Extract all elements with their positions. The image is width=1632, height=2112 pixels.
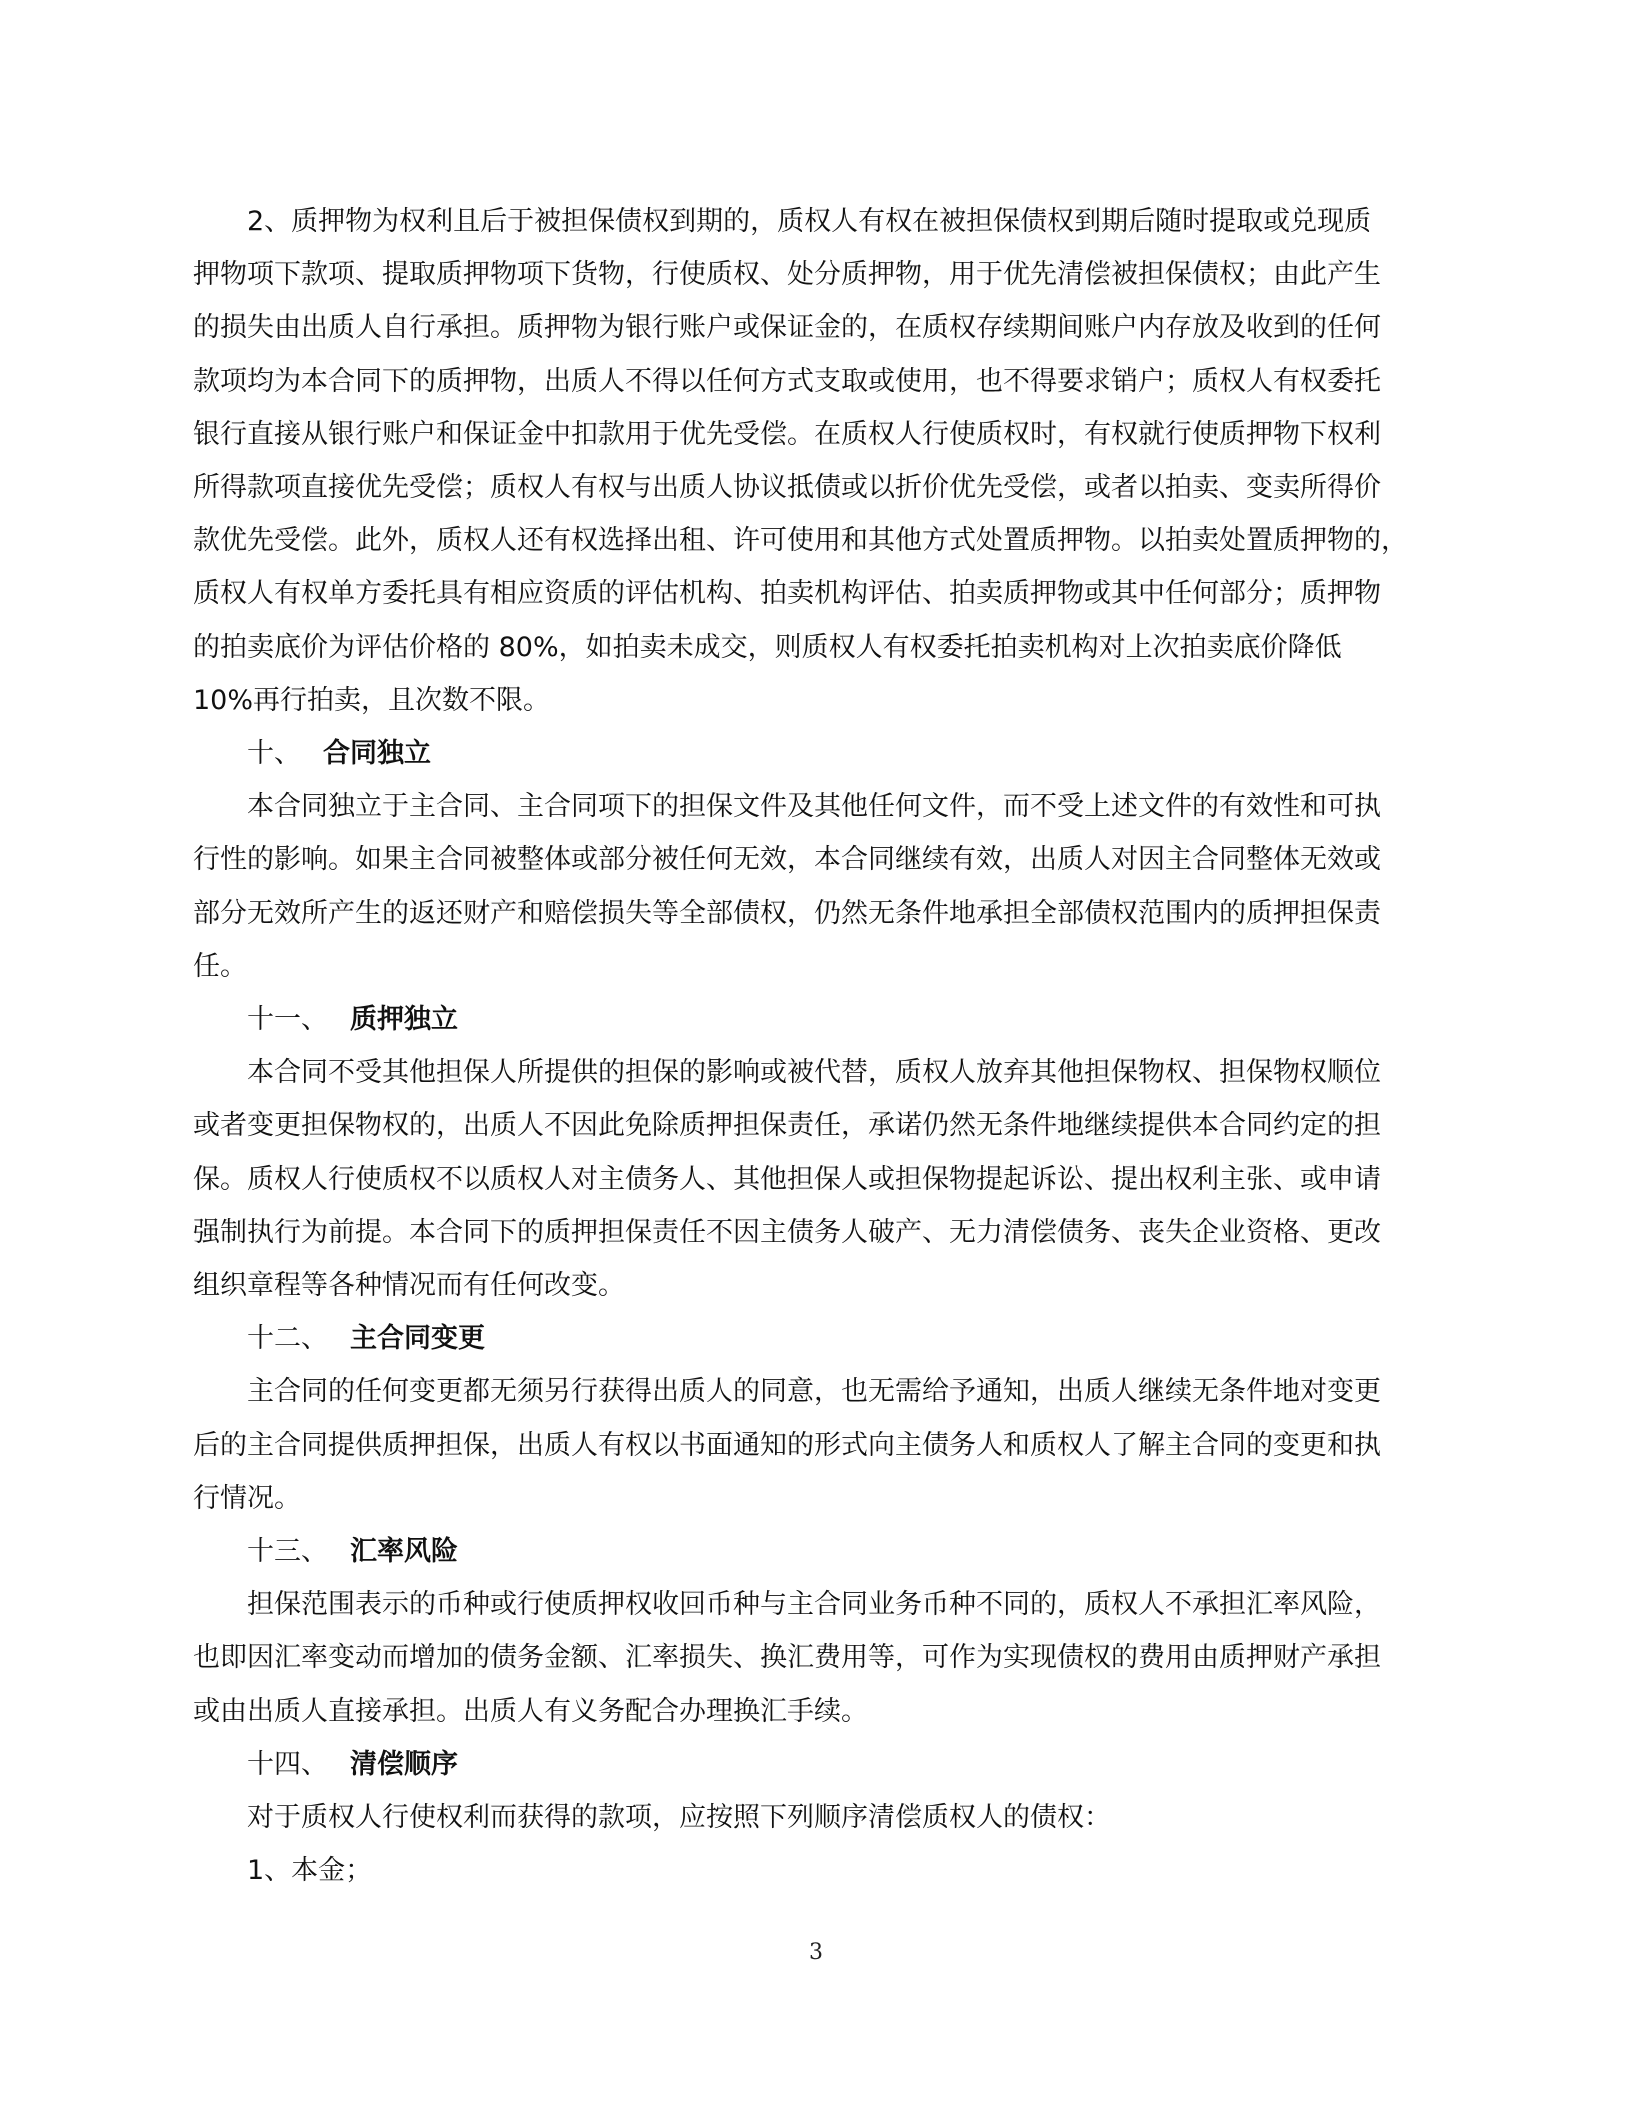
text-line: 部分无效所产生的返还财产和赔偿损失等全部债权，仍然无条件地承担全部债权范围内的质押担保责 bbox=[193, 897, 1381, 929]
paragraph-section10 bbox=[193, 780, 1435, 993]
section-heading-12 bbox=[193, 1312, 1435, 1365]
paragraph-section11 bbox=[193, 1046, 1435, 1312]
text-line: 质权人有权单方委托具有相应资质的评估机构、拍卖机构评估、拍卖质押物或其中任何部分；质押物 bbox=[193, 578, 1381, 610]
text-line: 押物项下款项、提取质押物项下货物，行使质权、处分质押物，用于优先清偿被担保债权；由此产生 bbox=[193, 259, 1381, 291]
section-heading-14 bbox=[193, 1738, 1435, 1791]
text-line: 或者变更担保物权的，出质人不因此免除质押担保责任，承诺仍然无条件地继续提供本合同约定的担 bbox=[193, 1110, 1381, 1142]
text-line: 银行直接从银行账户和保证金中扣款用于优先受偿。在质权人行使质权时，有权就行使质押物下权利 bbox=[193, 418, 1381, 450]
page-number: 3 bbox=[809, 1940, 823, 1965]
text-line: 任。 bbox=[193, 950, 247, 982]
section-heading-10 bbox=[193, 727, 1435, 780]
text-line: 本合同不受其他担保人所提供的担保的影响或被代替，质权人放弃其他担保物权、担保物权顺位 bbox=[247, 1057, 1381, 1089]
text-line: 的拍卖底价为评估价格的 80%，如拍卖未成交，则质权人有权委托拍卖机构对上次拍卖底价降低 bbox=[193, 631, 1342, 663]
text-line: 款优先受偿。此外，质权人还有权选择出租、许可使用和其他方式处置质押物。以拍卖处置质押物的， bbox=[193, 525, 1408, 557]
section-title: 汇率风险 bbox=[350, 1536, 458, 1568]
text-line: 行性的影响。如果主合同被整体或部分被任何无效，本合同继续有效，出质人对因主合同整体无效或 bbox=[193, 844, 1381, 876]
text-line: 担保范围表示的币种或行使质押权收回币种与主合同业务币种不同的，质权人不承担汇率风险， bbox=[247, 1589, 1381, 1621]
paragraph-section13 bbox=[193, 1578, 1435, 1738]
section-title: 主合同变更 bbox=[350, 1323, 485, 1355]
text-line: 10%再行拍卖，且次数不限。 bbox=[193, 684, 551, 716]
text-line: 对于质权人行使权利而获得的款项，应按照下列顺序清偿质权人的债权： bbox=[247, 1802, 1111, 1834]
paragraph-section12 bbox=[193, 1365, 1435, 1525]
section-number: 十二、 bbox=[247, 1323, 328, 1355]
text-line: 的损失由出质人自行承担。质押物为银行账户或保证金的，在质权存续期间账户内存放及收到的任何 bbox=[193, 312, 1381, 344]
section-heading-11 bbox=[193, 993, 1435, 1046]
text-line: 所得款项直接优先受偿；质权人有权与出质人协议抵债或以折价优先受偿，或者以拍卖、变卖所得价 bbox=[193, 472, 1381, 504]
section-number: 十一、 bbox=[247, 1004, 328, 1036]
text-line: 后的主合同提供质押担保，出质人有权以书面通知的形式向主债务人和质权人了解主合同的变更和执 bbox=[193, 1429, 1381, 1461]
text-line: 主合同的任何变更都无须另行获得出质人的同意，也无需给予通知，出质人继续无条件地对变更 bbox=[247, 1376, 1381, 1408]
text-line: 本合同独立于主合同、主合同项下的担保文件及其他任何文件，而不受上述文件的有效性和可执 bbox=[247, 791, 1381, 823]
section-title: 质押独立 bbox=[350, 1004, 458, 1036]
text-line: 行情况。 bbox=[193, 1482, 301, 1514]
text-line: 2、质押物为权利且后于被担保债权到期的，质权人有权在被担保债权到期后随时提取或兑现质 bbox=[247, 206, 1372, 237]
section-heading-13 bbox=[193, 1525, 1435, 1578]
section-number: 十四、 bbox=[247, 1748, 328, 1780]
section-title: 合同独立 bbox=[323, 738, 431, 770]
text-line: 组织章程等各种情况而有任何改变。 bbox=[193, 1270, 625, 1302]
text-line: 也即因汇率变动而增加的债务金额、汇率损失、换汇费用等，可作为实现债权的费用由质押财产承担 bbox=[193, 1642, 1381, 1674]
text-line: 或由出质人直接承担。出质人有义务配合办理换汇手续。 bbox=[193, 1695, 868, 1727]
paragraph-section9-item2 bbox=[193, 195, 1435, 727]
document-body bbox=[193, 195, 1435, 1898]
text-line: 款项均为本合同下的质押物，出质人不得以任何方式支取或使用，也不得要求销户；质权人有权委托 bbox=[193, 365, 1381, 397]
list-item: 1、本金； bbox=[247, 1855, 373, 1887]
paragraph-section14 bbox=[193, 1791, 1435, 1897]
section-number: 十三、 bbox=[247, 1536, 328, 1568]
text-line: 保。质权人行使质权不以质权人对主债务人、其他担保人或担保物提起诉讼、提出权利主张、或申请 bbox=[193, 1163, 1381, 1195]
text-line: 强制执行为前提。本合同下的质押担保责任不因主债务人破产、无力清偿债务、丧失企业资格、更改 bbox=[193, 1216, 1381, 1248]
section-number: 十、 bbox=[247, 738, 301, 770]
section-title: 清偿顺序 bbox=[350, 1748, 458, 1780]
